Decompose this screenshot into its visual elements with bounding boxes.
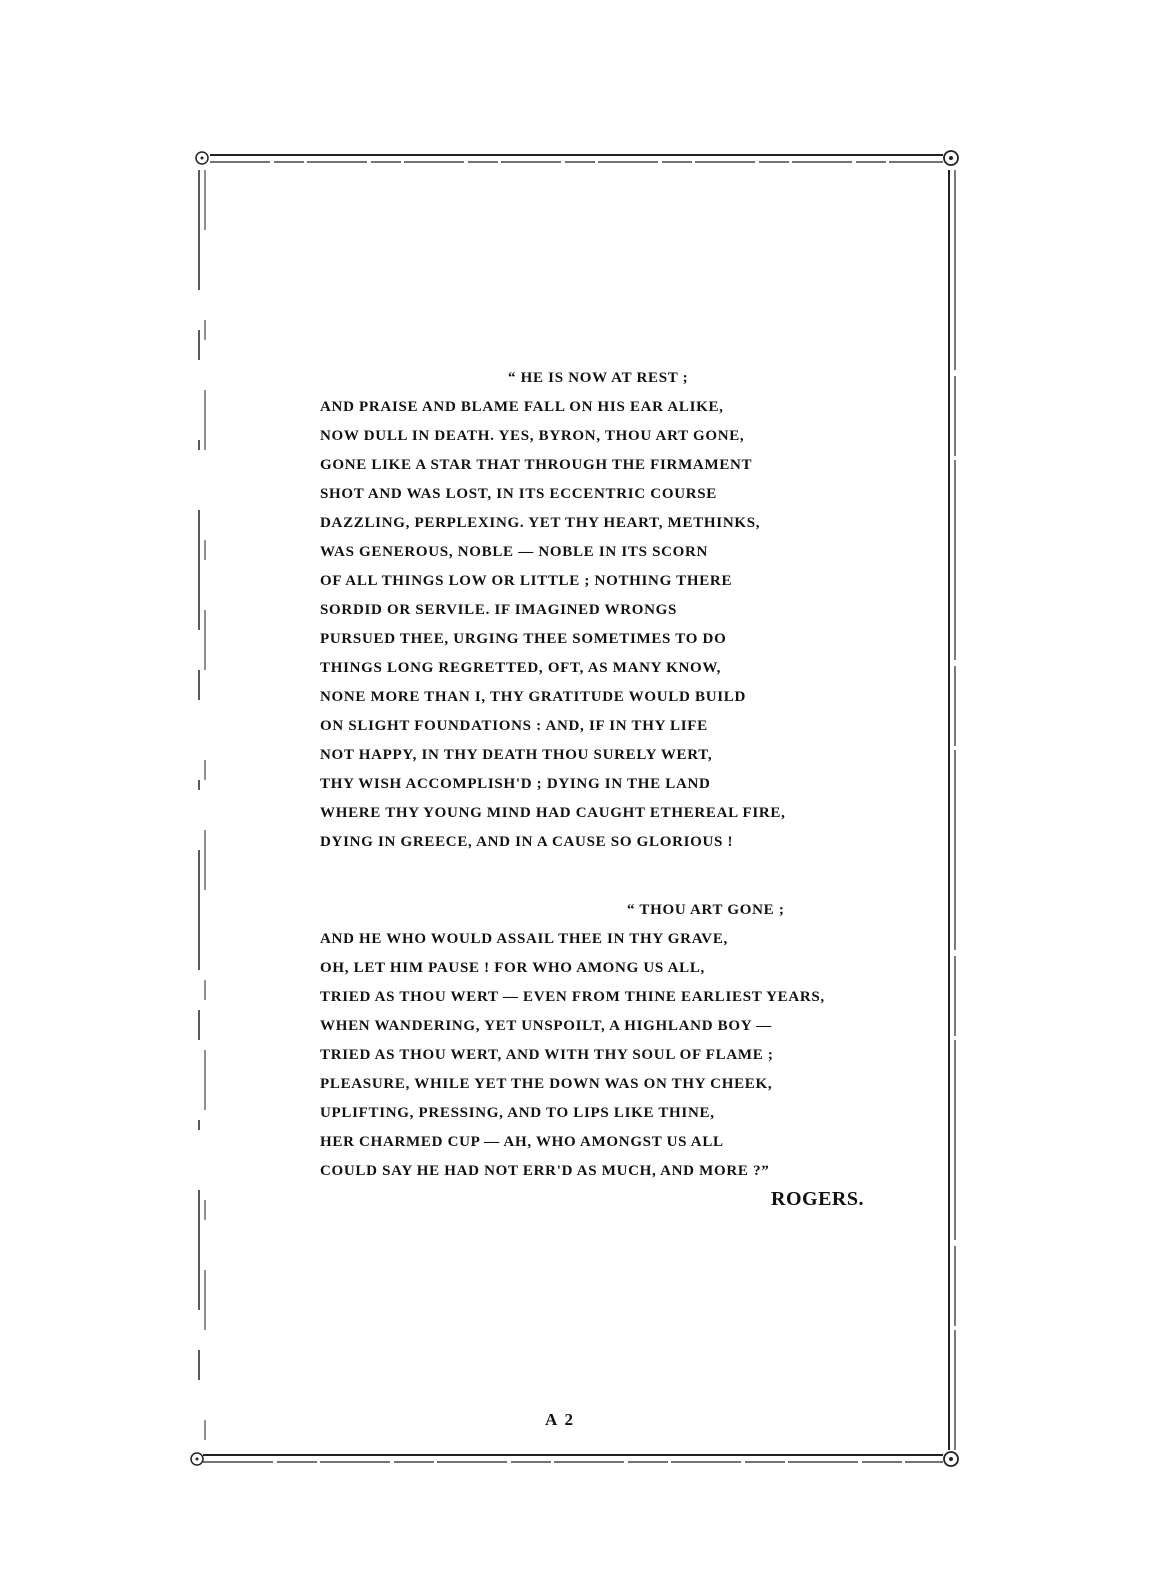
poem-line: “ THOU ART GONE ;: [627, 902, 785, 918]
poem-stanza-2: [320, 896, 880, 1186]
poem-line: COULD SAY HE HAD NOT ERR'D AS MUCH, AND MORE ?”: [320, 1163, 770, 1179]
poem-line: PURSUED THEE, URGING THEE SOMETIMES TO DO: [320, 631, 727, 647]
poem-line: OH, LET HIM PAUSE ! FOR WHO AMONG US ALL,: [320, 960, 705, 976]
poem-line: WHERE THY YOUNG MIND HAD CAUGHT ETHEREAL FIRE,: [320, 805, 786, 821]
poem-line: GONE LIKE A STAR THAT THROUGH THE FIRMAMENT: [320, 457, 753, 473]
poem-line: THINGS LONG REGRETTED, OFT, AS MANY KNOW,: [320, 660, 722, 676]
page-number: A 2: [544, 1410, 576, 1429]
bottom-right-corner-icon: [944, 1452, 958, 1466]
poem-stanza-1: [320, 364, 880, 857]
poem-line: TRIED AS THOU WERT — EVEN FROM THINE EARLIEST YEARS,: [320, 989, 825, 1005]
poem-line: NOT HAPPY, IN THY DEATH THOU SURELY WERT,: [320, 747, 713, 763]
poem-attribution: ROGERS.: [771, 1188, 864, 1210]
poem-line: AND PRAISE AND BLAME FALL ON HIS EAR ALIKE,: [320, 399, 724, 415]
poem-line: “ HE IS NOW AT REST ;: [508, 370, 689, 386]
poem-line: SORDID OR SERVILE. IF IMAGINED WRONGS: [320, 602, 678, 618]
poem-line: PLEASURE, WHILE YET THE DOWN WAS ON THY CHEEK,: [320, 1076, 773, 1092]
poem-line: NOW DULL IN DEATH. YES, BYRON, THOU ART GONE,: [320, 428, 745, 444]
top-right-corner-icon: [944, 151, 958, 165]
poem-line: ON SLIGHT FOUNDATIONS : AND, IF IN THY LIFE: [320, 718, 708, 734]
poem-line: AND HE WHO WOULD ASSAIL THEE IN THY GRAVE,: [320, 931, 728, 947]
bottom-left-corner-icon: [191, 1453, 203, 1465]
poem-line: OF ALL THINGS LOW OR LITTLE ; NOTHING THERE: [320, 573, 733, 589]
poem-line: TRIED AS THOU WERT, AND WITH THY SOUL OF FLAME ;: [320, 1047, 774, 1063]
poem-line: DYING IN GREECE, AND IN A CAUSE SO GLORIOUS !: [320, 834, 734, 850]
poem-line: DAZZLING, PERPLEXING. YET THY HEART, METHINKS,: [320, 515, 761, 531]
poem-line: WAS GENEROUS, NOBLE — NOBLE IN ITS SCORN: [320, 544, 709, 560]
top-left-corner-icon: [196, 152, 208, 164]
poem-line: THY WISH ACCOMPLISH'D ; DYING IN THE LAND: [320, 776, 711, 792]
poem-line: NONE MORE THAN I, THY GRATITUDE WOULD BUILD: [320, 689, 746, 705]
poem-line: SHOT AND WAS LOST, IN ITS ECCENTRIC COURSE: [320, 486, 718, 502]
poem-line: HER CHARMED CUP — AH, WHO AMONGST US ALL: [320, 1134, 724, 1150]
poem-line: WHEN WANDERING, YET UNSPOILT, A HIGHLAND BOY —: [320, 1018, 772, 1034]
poem-line: UPLIFTING, PRESSING, AND TO LIPS LIKE THINE,: [320, 1105, 715, 1121]
